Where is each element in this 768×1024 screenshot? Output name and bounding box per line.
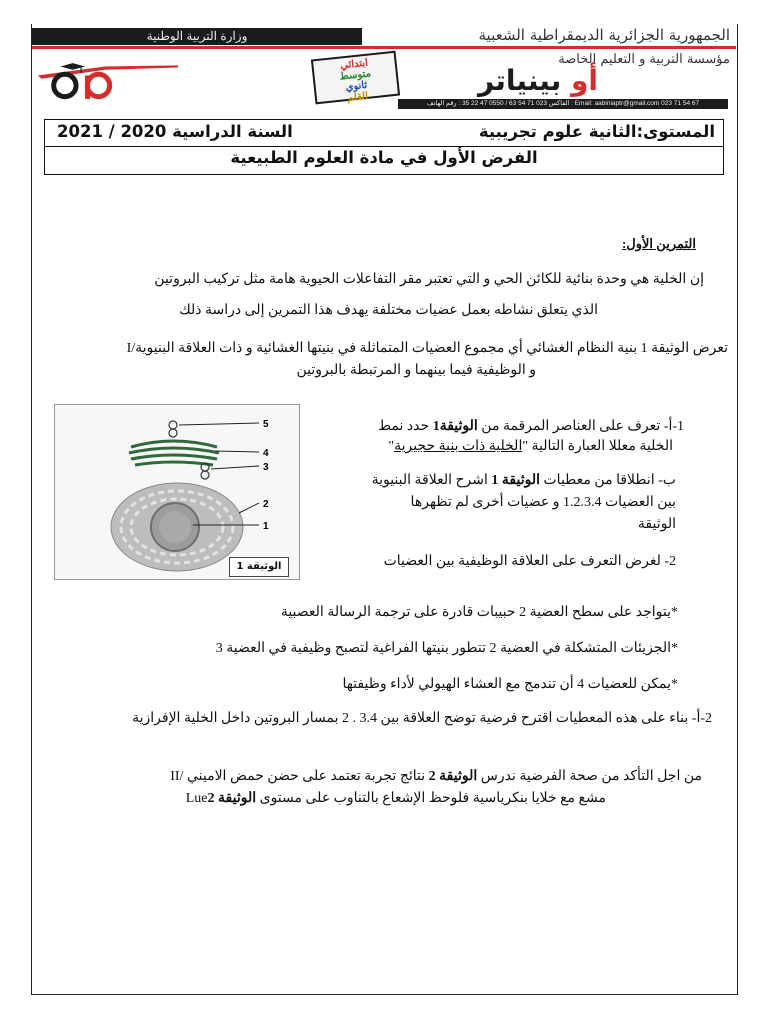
ministry-banner: وزارة التربية الوطنية [32,28,362,45]
question-2a: 2-أ- بناء على هذه المعطيات اقترح فرضية توضح العلاقة بين 3.4 . 2 بمسار البروتين داخل الخلية الإفرازية [132,711,712,726]
q1b-doc-ref: الوثيقة 1 [491,473,540,488]
q1a-text-d: " [388,439,395,454]
figure-caption: الوثيقة 1 [229,557,289,577]
q2-line-1: 2- لغرض التعرف على العلاقة الوظيفية بين العضيات [383,554,676,569]
part2-text-b: نتائج تجربة تعتمد على حضن حمض الاميني [186,769,429,784]
label-numbers [263,419,269,532]
q1b-text-a: ب- انطلاقا من معطيات [540,473,676,488]
figure-label-4: 4 [263,448,269,459]
part2-text-a: II/ من اجل التأكد من صحة الفرضية ندرس [170,769,702,784]
bullet-3: *يمكن للعضيات 4 أن تندمج مع العشاء الهيولي لأداء وظيفتها [342,677,678,692]
header-top [32,26,736,46]
q1b-line-2: بين العضيات 1.2.3.4 و عضيات أخرى لم تظهرها [410,495,676,510]
exam-title: الفرض الأول في مادة العلوم الطبيعية [230,148,538,167]
badge-line-2: متوسط [339,68,372,83]
part2-text-c: مشع مع خلايا بنكرياسية فلوحظ الإشعاع بالتناوب على مستوى [256,791,606,806]
brand-black: بينياتر [477,64,571,97]
republic-title: الجمهورية الجزائرية الديمقراطية الشعبية [478,26,730,44]
intro-line-2: الذي يتعلق نشاطه بعمل عضيات مختلفة يهدف هذا التمرين إلى دراسة ذلك [179,303,598,318]
q1a-line-2 [388,438,673,455]
figure-label-1: 1 [263,521,269,532]
cell-organelles-diagram [55,405,301,581]
school-levels-badge [311,51,400,105]
q1a-text-b: حدد نمط [378,419,433,434]
info-row [45,120,723,147]
q1a-text-c: الخلية معللا العبارة التالية " [522,439,673,454]
intro-line-1: إن الخلية هي وحدة بنائية للكائن الحي و التي تعتبر مقر التفاعلات الحيوية هامة مثل تركيب البروتين [154,272,704,287]
bullet-2: *الجزيئات المتشكلة في العضية 2 تتطور بنيتها الفراغية لتصبح وظيفية في العضية 3 [215,641,678,656]
part2-doc-ref-2: الوثيقة 2 [207,791,257,806]
institution-name: مؤسسة التربية و التعليم الخاصة [558,52,730,67]
q1b-text-b: اشرح العلاقة البنيوية [371,473,492,488]
q1a-doc-ref: الوثيقة1 [432,419,478,434]
q1a-underlined: الخلية ذات بنية حجيرية [394,439,523,454]
document-1-figure [54,404,300,580]
brand-name [478,64,598,97]
badge-line-3: ثانوي [345,79,368,94]
q1b-line-3: الوثيقة [637,517,676,532]
part2-lue: Lue [185,791,208,806]
header-red-line [32,46,736,49]
part2-line-2 [186,790,606,807]
q1b-line-1 [372,472,676,489]
bullet-1: *يتواجد على سطح العضية 2 حبيبات قادرة على ترجمة الرسالة العصبية [280,605,678,620]
brand-red: أو [570,64,598,97]
exam-info-table [44,119,724,175]
part2-doc-ref: الوثيقة 2 [428,769,478,784]
school-year: السنة الدراسية 2020 / 2021 [57,122,293,141]
badge-line-4: القلم [346,90,369,104]
q1a-text-a: 1-أ- تعرف على العناصر المرقمة من [477,419,684,434]
figure-label-2: 2 [263,499,269,510]
exercise-title: التمرين الأول: [621,236,696,251]
part1-line-2: و الوظيفية فيما بينهما و المرتبطة بالبروتين [296,363,536,378]
q1a-line-1 [378,418,684,435]
badge-line-1: ابتدائي [339,57,369,72]
part2-line-1 [170,768,702,785]
part1-line-1: I/تعرض الوثيقة 1 بنية النظام الغشائي أي مجموع العضيات المتماثلة في بنيتها الغشائية و ذات العلاقة البنيوية [126,341,728,356]
level-text: المستوى:الثانية علوم تجريبية [478,122,715,141]
school-logo [38,50,298,114]
contact-bar: Email: aabiniaptr@gmail.com 023 71 54 67 : الفاكس 023 71 54 63 / 0550 47 22 35 : رقم الهاتف [398,99,728,109]
figure-label-5: 5 [263,419,269,430]
figure-label-3: 3 [263,462,269,473]
